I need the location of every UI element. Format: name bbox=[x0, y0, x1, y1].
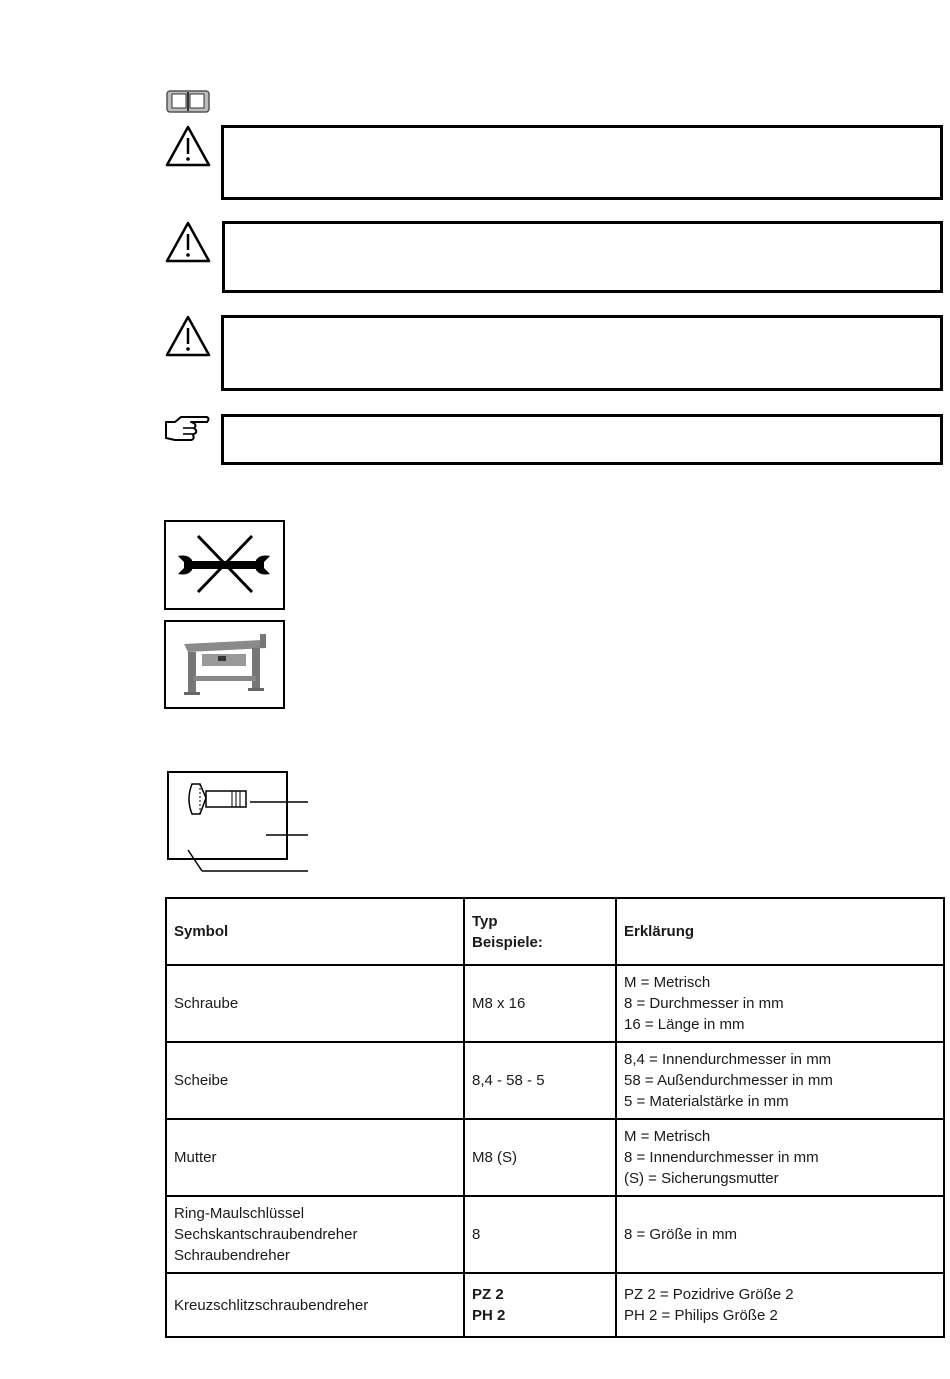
cell-explanation-line: 5 = Materialstärke in mm bbox=[624, 1093, 789, 1110]
cell-symbol bbox=[166, 1119, 464, 1196]
cell-symbol-line: Schraube bbox=[174, 995, 239, 1012]
cell-explanation-line: PH 2 = Philips Größe 2 bbox=[624, 1307, 778, 1324]
pointing-hand-icon bbox=[163, 414, 211, 444]
cell-explanation bbox=[616, 1119, 944, 1196]
cell-type-line: M8 x 16 bbox=[472, 995, 526, 1012]
cell-symbol-line: Sechskantschraubendreher bbox=[174, 1226, 358, 1243]
cell-explanation-line: M = Metrisch bbox=[624, 1128, 711, 1145]
cell-type bbox=[464, 1273, 616, 1337]
workbench-icon bbox=[164, 620, 285, 709]
header-type-line2: Beispiele: bbox=[472, 933, 543, 951]
cell-type-line: PZ 2 bbox=[472, 1286, 504, 1303]
cell-symbol-line: Mutter bbox=[174, 1149, 217, 1166]
table-row bbox=[166, 965, 944, 1042]
table-header-row bbox=[166, 898, 944, 965]
cell-type-line: 8,4 - 58 - 5 bbox=[472, 1072, 545, 1089]
cell-symbol-line: Ring-Maulschlüssel bbox=[174, 1205, 305, 1222]
cell-explanation-line: 58 = Außendurchmesser in mm bbox=[624, 1072, 833, 1089]
cell-explanation bbox=[616, 965, 944, 1042]
warning-box-3 bbox=[221, 315, 943, 391]
cell-type bbox=[464, 1119, 616, 1196]
cell-symbol-line: Scheibe bbox=[174, 1072, 229, 1089]
cell-explanation bbox=[616, 1196, 944, 1273]
cell-type bbox=[464, 1196, 616, 1273]
header-explanation: Erklärung bbox=[616, 898, 944, 965]
open-book-icon bbox=[166, 88, 210, 114]
header-symbol: Symbol bbox=[166, 898, 464, 965]
symbol-legend-table bbox=[165, 897, 945, 1338]
table-row bbox=[166, 1196, 944, 1273]
cell-explanation bbox=[616, 1273, 944, 1337]
cell-symbol bbox=[166, 1042, 464, 1119]
cell-type bbox=[464, 965, 616, 1042]
cell-symbol bbox=[166, 1196, 464, 1273]
cell-explanation bbox=[616, 1042, 944, 1119]
header-type bbox=[464, 898, 616, 965]
cell-explanation-line: (S) = Sicherungsmutter bbox=[624, 1170, 779, 1187]
warning-triangle-icon bbox=[164, 124, 212, 168]
table-row bbox=[166, 1042, 944, 1119]
cell-explanation-line: 16 = Länge in mm bbox=[624, 1016, 745, 1033]
cell-explanation-line: M = Metrisch bbox=[624, 974, 711, 991]
cell-symbol-line: Schraubendreher bbox=[174, 1247, 290, 1264]
cell-type-line: M8 (S) bbox=[472, 1149, 517, 1166]
table-row bbox=[166, 1119, 944, 1196]
cell-explanation-line: PZ 2 = Pozidrive Größe 2 bbox=[624, 1286, 794, 1303]
screw-diagram-icon bbox=[166, 770, 311, 875]
cell-symbol-line: Kreuzschlitzschraubendreher bbox=[174, 1296, 369, 1314]
cell-symbol bbox=[166, 1273, 464, 1337]
cell-explanation-line: 8 = Größe in mm bbox=[624, 1226, 737, 1243]
warning-box-2 bbox=[222, 221, 943, 293]
cell-type-line: 8 bbox=[472, 1226, 481, 1243]
warning-box-1 bbox=[221, 125, 943, 200]
cell-type bbox=[464, 1042, 616, 1119]
cell-explanation-line: 8 = Durchmesser in mm bbox=[624, 995, 784, 1012]
crossed-wrench-icon bbox=[164, 520, 285, 610]
cell-explanation-line: 8,4 = Innendurchmesser in mm bbox=[624, 1051, 832, 1068]
note-box bbox=[221, 414, 943, 465]
cell-explanation-line: 8 = Innendurchmesser in mm bbox=[624, 1149, 819, 1166]
cell-symbol bbox=[166, 965, 464, 1042]
warning-triangle-icon bbox=[164, 314, 212, 358]
warning-triangle-icon bbox=[164, 220, 212, 264]
header-type-line1: Typ bbox=[472, 912, 498, 930]
table-row bbox=[166, 1273, 944, 1337]
cell-type-line: PH 2 bbox=[472, 1307, 506, 1324]
